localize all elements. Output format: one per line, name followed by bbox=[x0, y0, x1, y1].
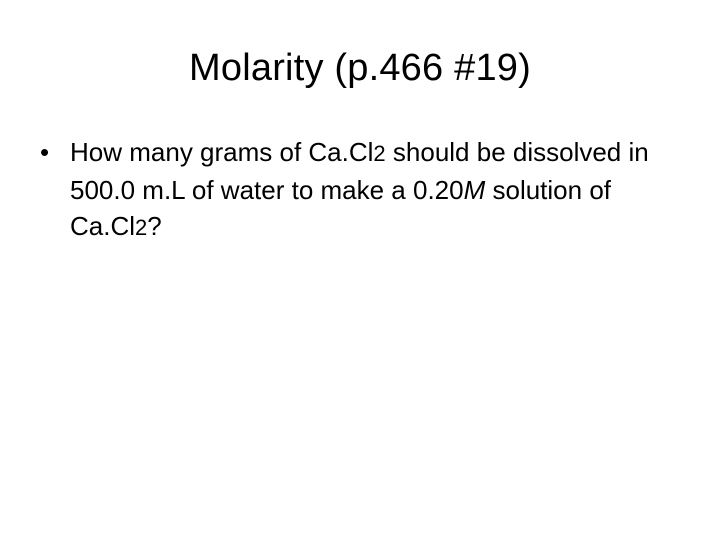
slide-title: Molarity (p.466 #19) bbox=[189, 47, 531, 89]
molarity-symbol: M bbox=[463, 175, 486, 205]
subscript-2: 2 bbox=[373, 141, 386, 166]
question-text-part-3: solution of Ca.Cl bbox=[70, 175, 612, 241]
question-text-part-2: should be dissolved in 500.0 m.L of water to make a 0.20 bbox=[70, 137, 649, 205]
subscript-2-second: 2 bbox=[135, 215, 148, 240]
bullet-item-question bbox=[40, 134, 690, 246]
question-text-part-1: How many grams of Ca.Cl bbox=[70, 137, 374, 167]
bullet-list bbox=[40, 134, 690, 246]
question-mark: ? bbox=[147, 211, 162, 241]
bullet-icon: • bbox=[40, 137, 50, 167]
